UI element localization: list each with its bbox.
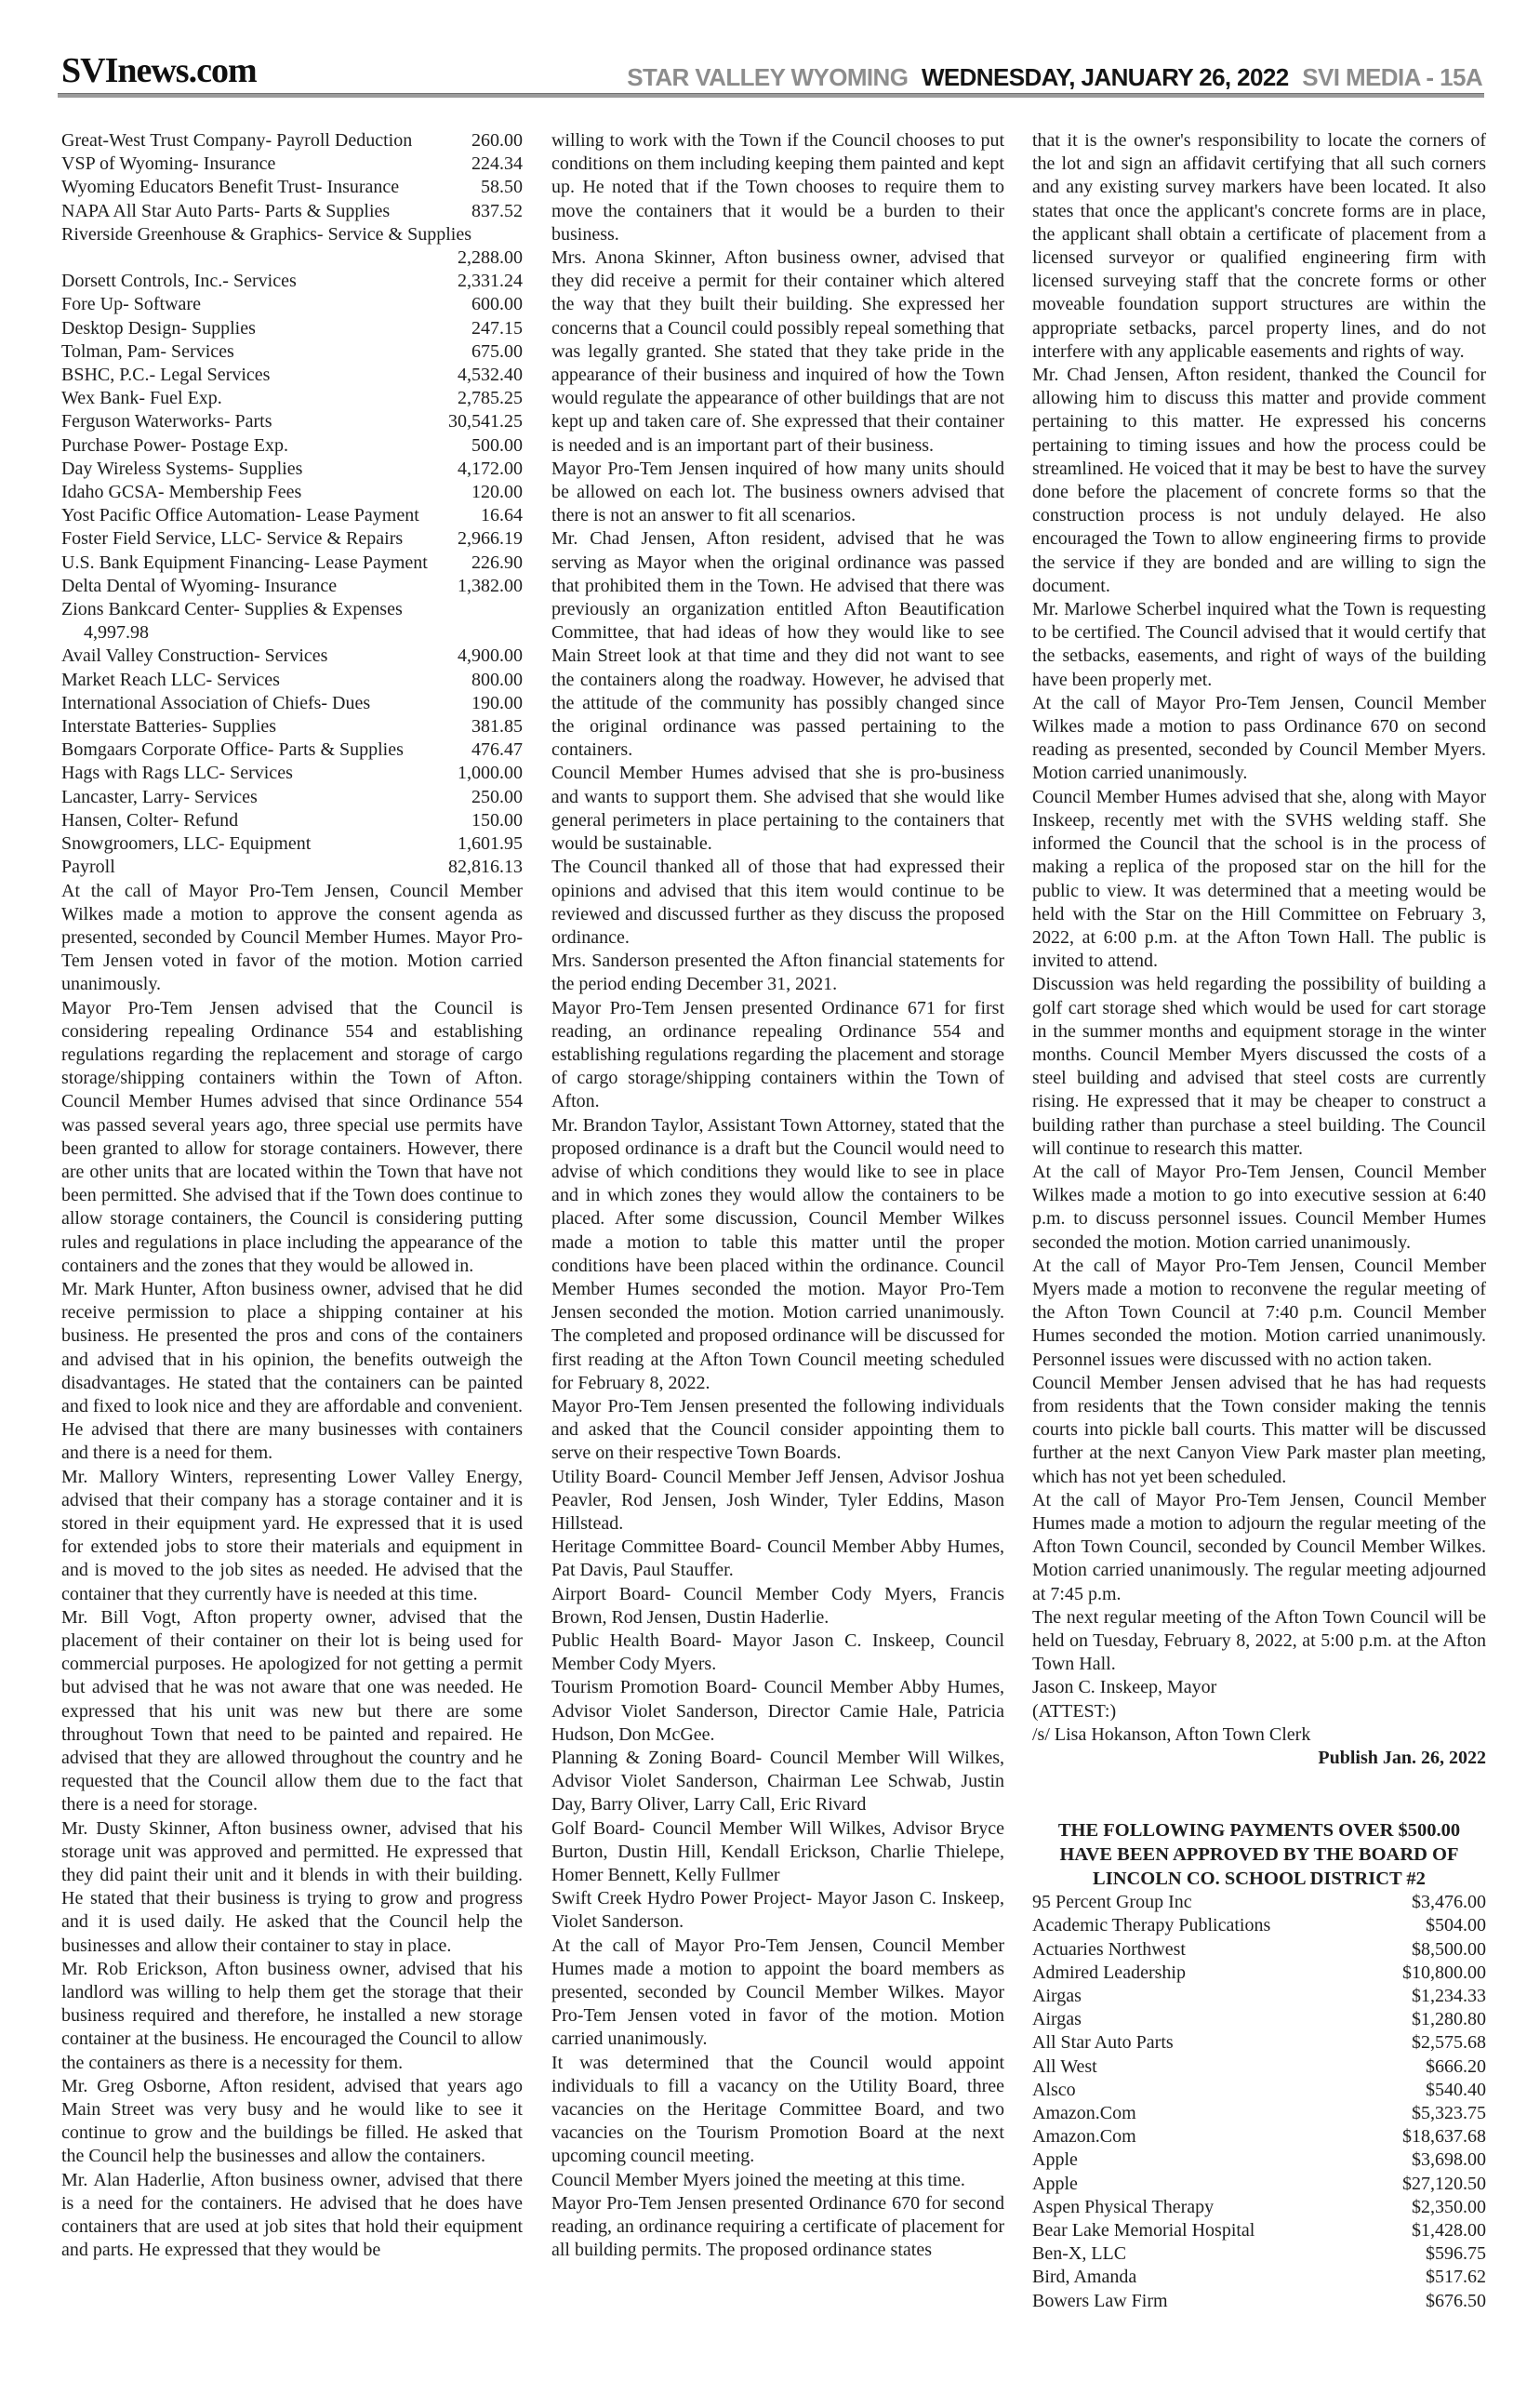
payment-amount: 150.00 [471,809,523,831]
payment-row [61,270,523,293]
header-page-number: SVI MEDIA - 15A [1302,63,1482,91]
payment-amount: 2,785.25 [458,388,523,409]
payment-row [1032,1985,1486,2008]
payment-payee: Airgas [1032,2009,1082,2030]
payment-amount: 1,000.00 [458,763,523,784]
minutes-paragraph: Airport Board- Council Member Cody Myers, Francis Brown, Rod Jensen, Dustin Haderlie. [551,1583,1004,1628]
minutes-paragraph: Council Member Myers joined the meeting at this time. [551,2169,965,2190]
payment-payee: Delta Dental of Wyoming- Insurance [61,575,338,596]
payment-row [61,481,523,504]
payment-row [1032,1891,1486,1914]
payment-payee: Riverside Greenhouse & Graphics- Service & Supplies [61,223,472,245]
payment-row [61,176,523,199]
payment-amount: $3,476.00 [1412,1892,1486,1913]
payment-row [1032,2242,1486,2266]
minutes-paragraph: Mr. Mark Hunter, Afton business owner, advised that he did receive permission to place a shipping container at his business. He presented the pros and cons of the containers and advised that in his opinion, the benefits outweigh the disadvantages. He stated that the containers can be painted and fixed to look nice and they are affordable and convenient. He advised that there are many businesses with containers and there is a need for them. [61,1278,523,1464]
school-district-notice-heading: THE FOLLOWING PAYMENTS OVER $500.00 HAVE BEEN APPROVED BY THE BOARD OF LINCOLN CO. SCHOOL DISTRICT #2 [1057,1820,1461,1890]
minutes-paragraph: Mr. Rob Erickson, Afton business owner, advised that his landlord was willing to help them get the storage that their business required and therefore, he installed a new storage container at the business. He encouraged the Council to allow the containers as there is a necessity for them. [61,1958,523,2073]
minutes-paragraph: Council Member Jensen advised that he has had requests from residents that the Town consider making the tennis courts into pickle ball courts. This matter will be discussed further at the next Canyon View Park master plan meeting, which has not yet been scheduled. [1032,1372,1486,1487]
payment-payee: Bowers Law Firm [1032,2290,1168,2311]
payment-payee: All West [1032,2055,1097,2077]
payment-payee: International Association of Chiefs- Dues [61,692,371,713]
payment-payee: Ferguson Waterworks- Parts [61,411,272,432]
signature-clerk: /s/ Lisa Hokanson, Afton Town Clerk [1032,1723,1311,1745]
payment-row [1032,2266,1486,2289]
payment-row [61,504,523,527]
minutes-paragraph: The next regular meeting of the Afton Town Council will be held on Tuesday, February 8, 2022, at 5:00 p.m. at the Afton Town Hall. [1032,1606,1486,1675]
payment-row [1032,2055,1486,2079]
payment-amount: 120.00 [471,482,523,503]
payment-row [61,645,523,668]
minutes-paragraph: Tourism Promotion Board- Council Member Abby Humes, Advisor Violet Sanderson, Director Camie Hale, Patricia Hudson, Don McGee. [551,1677,1004,1745]
payment-payee: Bear Lake Memorial Hospital [1032,2220,1255,2241]
payment-row [1032,2290,1486,2313]
payment-amount: 800.00 [471,669,523,690]
payment-amount: 476.47 [471,739,523,761]
payment-amount: $8,500.00 [1412,1938,1486,1960]
payment-amount: $504.00 [1426,1915,1486,1936]
minutes-paragraph: At the call of Mayor Pro-Tem Jensen, Council Member Myers made a motion to reconvene the regular meeting of the Afton Town Council at 7:40 p.m. Council Member Humes seconded the motion. Motion carried unanimously. Personnel issues were discussed with no action taken. [1032,1255,1486,1370]
publish-date-line: Publish Jan. 26, 2022 [1318,1748,1486,1769]
payment-amount: 226.90 [471,552,523,573]
minutes-paragraph: Mayor Pro-Tem Jensen presented Ordinance 671 for first reading, an ordinance repealing Ordinance 554 and establishing regulations regarding the placement and storage of cargo storage/shipping containers within the Town of Afton. [551,997,1004,1112]
payment-row [61,715,523,738]
page-header [619,63,1482,92]
payment-amount: 4,900.00 [458,645,523,667]
payment-payee: Hansen, Colter- Refund [61,809,239,831]
payment-payee: Yost Pacific Office Automation- Lease Payment [61,505,419,526]
minutes-paragraph: willing to work with the Town if the Council chooses to put conditions on them including keeping them painted and kept up. He noted that if the Town chooses to require them to move the containers that it would be a burden to their business. [551,130,1004,245]
minutes-paragraph: that it is the owner's responsibility to locate the corners of the lot and sign an affidavit certifying that all such corners and any existing survey markers have been located. It also states that once the applicant's concrete forms are in place, the applicant shall obtain a certificate of placement from a licensed surveyor or qualified engineering firm with licensed surveying staff that the concrete forms or other moveable foundation support structures are within the appropriate setbacks, parcel property lines, and do not interfere with any applicable easements and rights of way. [1032,130,1486,362]
payment-row [61,434,523,458]
minutes-paragraph: At the call of Mayor Pro-Tem Jensen, Council Member Wilkes made a motion to approve the consent agenda as presented, seconded by Council Member Humes. Mayor Pro-Tem Jensen voted in favor of the motion. Motion carried unanimously. [61,880,523,995]
payment-amount: 190.00 [471,692,523,713]
payment-payee: Airgas [1032,1986,1082,2007]
header-date: WEDNESDAY, JANUARY 26, 2022 [921,63,1289,91]
payment-payee: Alsco [1032,2079,1076,2100]
payment-row [1032,1914,1486,1937]
payment-amount: 250.00 [471,786,523,807]
payment-row [1032,2031,1486,2055]
payment-payee: Idaho GCSA- Membership Fees [61,482,302,503]
payment-payee: VSP of Wyoming- Insurance [61,153,276,175]
minutes-paragraph: Council Member Humes advised that she, along with Mayor Inskeep, recently met with the SVHS welding staff. She informed the Council that the school is in the process of making a replica of the proposed star on the hill for the public to view. It was determined that a meeting would be held with the Star on the Hill Committee on February 3, 2022, at 6:00 p.m. at the Afton Town Hall. The public is invited to attend. [1032,786,1486,972]
payment-amount: 1,601.95 [458,833,523,855]
minutes-paragraph: Mayor Pro-Tem Jensen advised that the Council is considering repealing Ordinance 554 and establishing regulations regarding the replacement and storage of cargo storage/shipping containers within the Town of Afton. Council Member Humes advised that since Ordinance 554 was passed several years ago, three special use permits have been granted to allow for storage containers. However, there are other units that are located within the Town that have not been permitted. She advised that if the Town does continue to allow storage containers, the Council is considering putting rules and regulations in place including the appearance of the containers and the zones that they would be allowed in. [61,997,523,1276]
minutes-paragraph: Mr. Chad Jensen, Afton resident, advised that he was serving as Mayor when the original ordinance was passed that prohibited them in the Town. He advised that there was previously an organization entitled Afton Beautification Committee, that had ideas of how they would like to see Main Street look at that time and they did not want to see the containers along the roadway. However, he advised that the attitude of the community has possibly changed since the original ordinance was passed pertaining to the containers. [551,528,1004,761]
payment-amount: $18,637.68 [1402,2126,1486,2148]
payment-payee: Fore Up- Software [61,294,201,315]
minutes-paragraph: Mayor Pro-Tem Jensen presented Ordinance 670 for second reading, an ordinance requiring a certificate of placement for all building permits. The proposed ordinance states [551,2192,1004,2261]
payment-amount: $10,800.00 [1402,1962,1486,1983]
payment-row [1032,2219,1486,2242]
minutes-paragraph: Council Member Humes advised that she is pro-business and wants to support them. She advised that she would like general perimeters in place pertaining to the containers that would be sustainable. [551,763,1004,855]
payment-amount: 600.00 [471,294,523,315]
payment-payee: U.S. Bank Equipment Financing- Lease Payment [61,552,428,573]
payment-amount: 30,541.25 [448,411,523,432]
column-3 [1032,129,1486,2313]
minutes-paragraph: At the call of Mayor Pro-Tem Jensen, Council Member Wilkes made a motion to go into executive session at 6:40 p.m. to discuss personnel issues. Council Member Humes seconded the motion. Motion carried unanimously. [1032,1161,1486,1253]
payment-amount: 4,172.00 [458,458,523,479]
payment-row [61,575,523,598]
payment-row [61,293,523,316]
payment-amount: $540.40 [1426,2079,1486,2100]
payment-amount: 500.00 [471,434,523,456]
payment-amount: 82,816.13 [448,857,523,878]
payment-payee: Wex Bank- Fuel Exp. [61,388,222,409]
payment-row [61,340,523,364]
payment-amount: 837.52 [471,200,523,221]
payment-row [61,786,523,809]
minutes-paragraph: At the call of Mayor Pro-Tem Jensen, Council Member Humes made a motion to adjourn the regular meeting of the Afton Town Council, seconded by Council Member Wilkes. Motion carried unanimously. The regular meeting adjourned at 7:45 p.m. [1032,1489,1486,1604]
payment-payee: All Star Auto Parts [1032,2032,1174,2054]
payment-payee: Actuaries Northwest [1032,1938,1186,1960]
payment-payee: Dorsett Controls, Inc.- Services [61,271,297,292]
payment-payee: Admired Leadership [1032,1962,1186,1983]
payment-payee: Amazon.Com [1032,2103,1136,2124]
payment-row [1032,1962,1486,1985]
payment-amount: 260.00 [471,130,523,151]
payment-amount: $1,428.00 [1412,2220,1486,2241]
payment-row [61,692,523,715]
payment-row [61,856,523,879]
payment-payee: Zions Bankcard Center- Supplies & Expenses [61,599,403,620]
minutes-paragraph: Mr. Marlowe Scherbel inquired what the Town is requesting to be certified. The Council advised that it would certify that the setbacks, easements, and right of ways of the building have been properly met. [1032,599,1486,690]
payment-row [61,387,523,410]
payment-payee: Hags with Rags LLC- Services [61,763,293,784]
payment-payee: Market Reach LLC- Services [61,669,280,690]
payment-payee: NAPA All Star Auto Parts- Parts & Supplies [61,200,391,221]
payment-payee: Desktop Design- Supplies [61,317,256,339]
payment-payee: Interstate Batteries- Supplies [61,716,277,738]
col2-paragraphs [551,129,1004,2262]
payment-amount: $27,120.50 [1402,2173,1486,2194]
payment-row [61,317,523,340]
payment-row [61,200,523,223]
minutes-paragraph: Mayor Pro-Tem Jensen inquired of how many units should be allowed on each lot. The business owners advised that there is not an answer to fit all scenarios. [551,458,1004,526]
section-gap [1032,1770,1486,1818]
payment-row [1032,2196,1486,2219]
column-2 [551,129,1004,2262]
payment-row [1032,2102,1486,2125]
minutes-paragraph: Mr. Mallory Winters, representing Lower Valley Energy, advised that their company has a storage container and it is stored in their equipment yard. He expressed that it is used for extended jobs to store their materials and equipment in and is moved to the job sites as needed. He advised that the container that they currently have is needed at this time. [61,1466,523,1604]
minutes-paragraph: Mr. Alan Haderlie, Afton business owner, advised that there is a need for the containers. He advised that he does have containers that are used at job sites that hold their equipment and parts. He expressed that they would be [61,2169,523,2261]
minutes-paragraph: Mrs. Sanderson presented the Afton financial statements for the period ending December 31, 2021. [551,951,1004,995]
minutes-paragraph: Swift Creek Hydro Power Project- Mayor Jason C. Inskeep, Violet Sanderson. [551,1888,1004,1933]
payment-row [61,738,523,762]
payment-payee: Ben-X, LLC [1032,2243,1127,2265]
payment-payee: Lancaster, Larry- Services [61,786,258,807]
minutes-paragraph: Mr. Chad Jensen, Afton resident, thanked the Council for allowing him to discuss this matter and provide comment pertaining to this matter. He expressed his concerns pertaining to timing issues and how the process could be streamlined. He voiced that it may be best to have the survey done before the placement of concrete forms so that the construction process is not unduly delayed. He also encouraged the Town to allow engineering firms to provide the service if they are bonded and are willing to sign the document. [1032,365,1486,596]
payment-row [1032,2125,1486,2148]
minutes-paragraph: Planning & Zoning Board- Council Member Will Wilkes, Advisor Violet Sanderson, Chairman Lee Schwab, Justin Day, Barry Oliver, Larry Call, Eric Rivard [551,1748,1004,1816]
col1-paragraphs [61,880,523,2263]
payment-row [1032,2173,1486,2196]
minutes-paragraph: At the call of Mayor Pro-Tem Jensen, Council Member Wilkes made a motion to pass Ordinance 670 on second reading as presented, seconded by Council Member Myers. Motion carried unanimously. [1032,692,1486,784]
minutes-paragraph: The Council thanked all of those that had expressed their opinions and advised that this item would continue to be reviewed and discussed further as they discuss the proposed ordinance. [551,857,1004,948]
signature-attest: (ATTEST:) [1032,1700,1117,1722]
payment-payee: Tolman, Pam- Services [61,340,234,362]
minutes-paragraph: Public Health Board- Mayor Jason C. Inskeep, Council Member Cody Myers. [551,1630,1004,1675]
payment-row [1032,1938,1486,1962]
payment-amount: $2,350.00 [1412,2196,1486,2217]
payment-row [61,669,523,692]
payment-row [61,223,523,270]
payment-row [1032,2079,1486,2102]
payment-row [61,458,523,481]
payment-row [61,129,523,153]
payment-row [61,809,523,832]
payment-amount: $666.20 [1426,2055,1486,2077]
payment-row [61,598,523,645]
payment-row [61,153,523,176]
minutes-paragraph: Discussion was held regarding the possibility of building a golf cart storage shed which would be used for cart storage in the summer months and equipment storage in the winter months. Council Member Myers discussed the costs of a steel building and advised that steel costs are currently rising. He expressed that it may be cheaper to construct a building rather than purchase a steel building. The Council will continue to research this matter. [1032,974,1486,1159]
payment-payee: Avail Valley Construction- Services [61,645,328,667]
payment-amount: 381.85 [471,716,523,738]
payment-amount: $1,234.33 [1412,1986,1486,2007]
payment-row [61,762,523,785]
payment-amount: 247.15 [471,317,523,339]
payment-payee: Apple [1032,2149,1078,2171]
payment-row [61,527,523,551]
town-payments-list [61,129,523,880]
payment-row [1032,2148,1486,2172]
payment-amount: $3,698.00 [1412,2149,1486,2171]
masthead-logo: SVInews.com [61,51,257,90]
payment-row [1032,2008,1486,2031]
school-payments-list [1032,1891,1486,2313]
minutes-paragraph: At the call of Mayor Pro-Tem Jensen, Council Member Humes made a motion to appoint the board members as presented, seconded by Council Member Wilkes. Mayor Pro-Tem Jensen voted in favor of the motion. Motion carried unanimously. [551,1935,1004,2050]
payment-payee: Bomgaars Corporate Office- Parts & Supplies [61,739,404,761]
payment-amount: $5,323.75 [1412,2103,1486,2124]
signature-mayor: Jason C. Inskeep, Mayor [1032,1677,1217,1698]
payment-payee: Payroll [61,857,115,878]
minutes-paragraph: Mayor Pro-Tem Jensen presented the following individuals and asked that the Council consider appointing them to serve on their respective Town Boards. [551,1395,1004,1464]
payment-payee: 95 Percent Group Inc [1032,1892,1192,1913]
payment-amount: 2,966.19 [458,528,523,550]
payment-payee: Apple [1032,2173,1078,2194]
payment-payee: Wyoming Educators Benefit Trust- Insurance [61,177,400,198]
payment-amount: 224.34 [471,153,523,175]
payment-amount: 1,382.00 [458,575,523,596]
payment-payee: Amazon.Com [1032,2126,1136,2148]
payment-amount: 2,288.00 [458,247,523,269]
payment-amount: 2,331.24 [458,271,523,292]
payment-row [61,364,523,387]
minutes-paragraph: Heritage Committee Board- Council Member Abby Humes, Pat Davis, Paul Stauffer. [551,1536,1004,1581]
payment-amount: $676.50 [1426,2290,1486,2311]
header-divider [58,93,1484,98]
payment-payee: Aspen Physical Therapy [1032,2196,1215,2217]
minutes-paragraph: It was determined that the Council would appoint individuals to fill a vacancy on the Utility Board, three vacancies on the Heritage Committee Board, and two vacancies on the Tourism Promotion Board at the next upcoming council meeting. [551,2052,1004,2167]
payment-amount: $596.75 [1426,2243,1486,2265]
payment-amount: 4,532.40 [458,365,523,386]
payment-payee: Day Wireless Systems- Supplies [61,458,303,479]
payment-row [61,832,523,856]
payment-row [61,410,523,433]
payment-payee: BSHC, P.C.- Legal Services [61,365,271,386]
payment-payee: Snowgroomers, LLC- Equipment [61,833,312,855]
payment-amount: $517.62 [1426,2267,1486,2288]
minutes-paragraph: Mrs. Anona Skinner, Afton business owner, advised that they did receive a permit for their container which altered the way that they built their building. She expressed her concerns that a Council could possibly repeal something that was legally granted. She stated that they take pride in the appearance of their business and inquired of how the Town would regulate the appearance of other buildings that are not kept up and taken care of. She expressed that their container is needed and is an important part of their business. [551,247,1004,456]
payment-row [61,552,523,575]
minutes-paragraph: Golf Board- Council Member Will Wilkes, Advisor Bryce Burton, Dustin Hill, Kendall Erickson, Charlie Thielepe, Homer Bennett, Kelly Fullmer [551,1817,1004,1886]
payment-amount: 4,997.98 [84,622,149,644]
payment-amount: 58.50 [481,177,523,198]
payment-payee: Purchase Power- Postage Exp. [61,434,288,456]
payment-payee: Foster Field Service, LLC- Service & Repairs [61,528,404,550]
col3-paragraphs [1032,129,1486,1676]
payment-payee: Bird, Amanda [1032,2267,1137,2288]
payment-amount: 16.64 [481,505,523,526]
minutes-paragraph: Utility Board- Council Member Jeff Jensen, Advisor Joshua Peavler, Rod Jensen, Josh Winder, Tyler Eddins, Mason Hillstead. [551,1466,1004,1534]
minutes-paragraph: Mr. Brandon Taylor, Assistant Town Attorney, stated that the proposed ordinance is a draft but the Council would need to advise of which conditions they would like to see in place and in which zones they would allow the containers to be placed. After some discussion, Council Member Wilkes made a motion to table this matter until the proper conditions have been placed within the ordinance. Council Member Humes seconded the motion. Mayor Pro-Tem Jensen seconded the motion. Motion carried unanimously. The completed and proposed ordinance will be discussed for first reading at the Afton Town Council meeting scheduled for February 8, 2022. [551,1114,1004,1393]
minutes-paragraph: Mr. Greg Osborne, Afton resident, advised that years ago Main Street was very busy and he would like to see it continue to grow and the buildings be filled. He asked that the Council help the businesses and allow the containers. [61,2075,523,2167]
column-1 [61,129,523,2262]
minutes-paragraph: Mr. Dusty Skinner, Afton business owner, advised that his storage unit was approved and permitted. He expressed that they did paint their unit and it blends in with their building. He stated that their business is trying to grow and progress and it is used daily. He asked that the Council help the businesses and allow their container to stay in place. [61,1817,523,1956]
minutes-paragraph: Mr. Bill Vogt, Afton property owner, advised that the placement of their container on their lot is being used for commercial purposes. He apologized for not getting a permit but advised that he was not aware that one was needed. He expressed that his unit was new but there are some throughout Town that need to be painted and repaired. He advised that they are allowed throughout the country and he requested that the Council allow them due to the fact that there is a need for storage. [61,1606,523,1816]
payment-amount: $2,575.68 [1412,2032,1486,2054]
payment-payee: Great-West Trust Company- Payroll Deduction [61,130,413,151]
payment-amount: $1,280.80 [1412,2009,1486,2030]
payment-amount: 675.00 [471,340,523,362]
header-location: STAR VALLEY WYOMING [627,63,909,91]
payment-payee: Academic Therapy Publications [1032,1915,1271,1936]
